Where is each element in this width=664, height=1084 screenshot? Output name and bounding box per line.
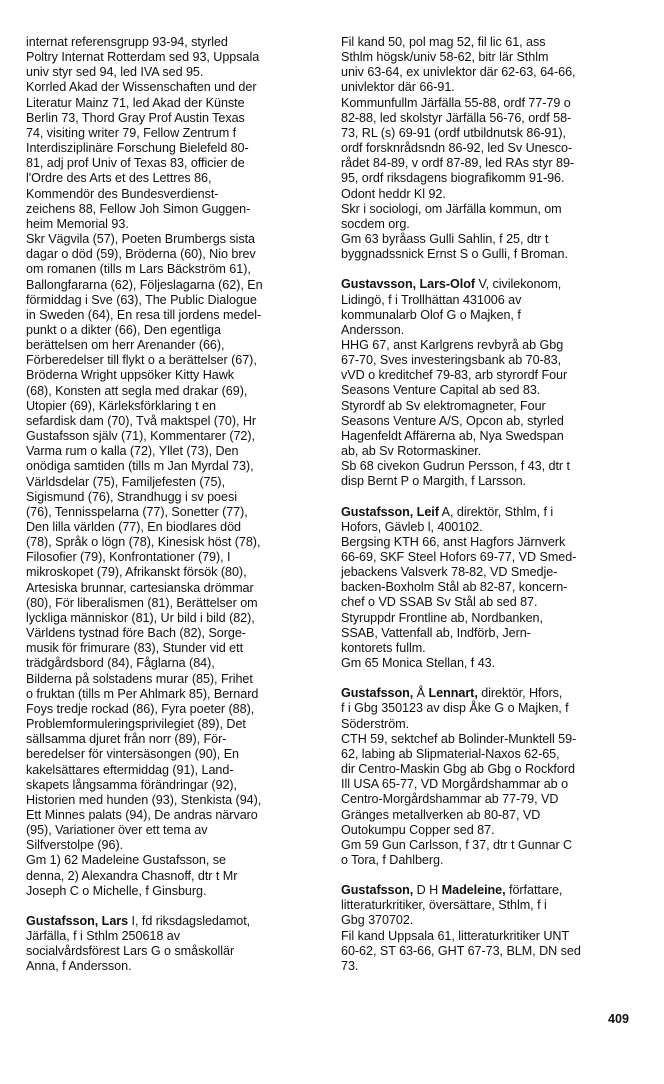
text-line: backen-Boxholm Stål ab 82-87, koncern- [341,580,568,595]
text-line: förmiddag i Sve (63), The Public Dialogue [26,292,257,307]
entry-name: Gustafsson, Lars [26,913,129,928]
text-line: vVD o kreditchef 79-83, arb styrordf Four [341,368,568,383]
text-line: berättelsen om herr Arenander (66), [26,338,225,353]
text-line: Berlin 73, Thord Gray Prof Austin Texas [26,110,245,125]
text-line: Sthlm högsk/univ 58-62, bitr lär Sthlm [341,50,549,65]
text-line: Hofors, Gävleb l, 400102. [341,519,483,534]
text-line: Den lilla världen (77), En biodlares död [26,520,242,534]
entry-given-name: Madeleine, [441,883,506,898]
text-line: rådet 84-89, v ordf 87-89, led RAs styr 89- [341,156,575,171]
text-line: HHG 67, anst Karlgrens revbyrå ab Gbg [341,337,564,352]
text-line: 73, RL (s) 69-91 (ordf utbildnutsk 86-91), [341,125,566,140]
text-line: Sigismund (76), Strandhugg i sv poesi [26,489,237,504]
text-line: Styrordf ab Sv elektromagneter, Four [341,398,546,413]
entry-heading [26,914,322,929]
text-line: o fruktan (tills m Per Ahlmark 85), Bernard [26,686,259,701]
text-line: Andersson. [341,322,405,337]
text-line: socialvårdsförest Lars G o småskollär [26,944,235,959]
text-line: kontorets fullm. [341,640,426,655]
text-line: disp Bernt P o Margith, f Larsson. [341,474,526,489]
text-line: chef o VD SSAB Sv Stål ab sed 87. [341,595,538,610]
text-line: Lidingö, f i Trollhättan 431006 av [341,292,522,307]
entry-heading-text: A, direktör, Sthlm, f i [438,504,554,519]
text-line: (95), Variationer över ett tema av [26,823,208,838]
text-line: heim Memorial 93. [26,216,129,231]
text-line: 62, labing ab Slipmaterial-Naxos 62-65, [341,746,560,761]
text-line: Hagenfeldt Affärerna ab, Nya Swedspan [341,428,564,443]
text-line: Världens tystnad före Bach (82), Sorge- [26,626,246,641]
text-line: 82-88, led skolstyr Järfälla 56-76, ordf 58- [341,110,572,125]
text-line: 67-70, Sves investeringsbank ab 70-83, [341,353,562,368]
text-line: trädgårdsbord (84), Fåglarna (84), [26,656,215,671]
entry-heading-text: direktör, Hfors, [477,686,563,701]
text-line: Bröderna Wright uppsöker Kitty Hawk [26,368,235,383]
text-line: Bergsing KTH 66, anst Hagfors Järnverk [341,534,566,549]
text-line: Poltry Internat Rotterdam sed 93, Uppsala [26,50,260,65]
left-column [26,35,322,975]
text-line: zeichens 88, Fellow Joh Simon Guggen- [26,201,251,216]
text-line: dir Centro-Maskin Gbg ab Gbg o Rockford [341,762,575,777]
text-line: internat referensgrupp 93-94, styrled [26,35,228,49]
text-line: Historien med hunden (93), Stenkista (94), [26,792,262,807]
text-line: Problemformuleringsprivilegiet (89), Det [26,717,246,732]
text-line: Outokumpu Copper sed 87. [341,822,495,837]
entry-heading [341,686,637,701]
text-line: jebackens Valsverk 78-82, VD Smedje- [341,565,558,580]
text-line: Gm 63 byråass Gulli Sahlin, f 25, dtr t [341,232,549,247]
text-line: punkt o a dikter (66), Den egentliga [26,322,221,337]
text-line: Järfälla, f i Sthlm 250618 av [26,929,180,944]
entry-initials: Å [413,686,429,701]
text-line: Skr i sociologi, om Järfälla kommun, om [341,201,562,216]
text-line: Joseph C o Michelle, f Ginsburg. [26,883,207,898]
text-line: om romanen (tills m Lars Bäckström 61), [26,262,251,277]
entry-heading-text: V, civilekonom, [475,277,562,292]
text-line: Kommunfullm Järfälla 55-88, ordf 77-79 o [341,95,571,110]
text-line: Bilderna på solstadens murar (85), Frihet [26,671,253,686]
text-line: Gm 65 Monica Stellan, f 43. [341,656,496,671]
text-line: ab, ab Sv Rotormaskiner. [341,444,482,459]
text-line: 66-69, SKF Steel Hofors 69-77, VD Smed- [341,550,577,564]
text-line: denna, 2) Alexandra Chasnoff, dtr t Mr [26,868,238,883]
text-line: Anna, f Andersson. [26,959,132,974]
text-line: lyckliga människor (81), Ur bild i bild (82), [26,610,255,625]
text-line: Fil kand Uppsala 61, litteraturkritiker UNT [341,928,570,943]
text-line: Interdisziplinäre Forschung Bielefeld 80- [26,141,249,156]
right-column [341,35,637,974]
text-line: 73. [341,958,359,973]
text-line: Kommendör des Bundesverdienst- [26,186,219,201]
text-line: Förberedelser till flykt o a berättelser (67), [26,353,257,368]
text-line: Världsdelar (75), Familjefesten (75), [26,474,226,489]
text-line: 60-62, ST 63-66, GHT 67-73, BLM, DN sed [341,943,581,958]
text-line: Odont heddr Kl 92. [341,186,446,201]
entry-gap [341,490,637,505]
text-line: l'Ordre des Arts et des Lettres 86, [26,171,212,186]
entry-initials: D H [413,883,442,898]
text-line: ordf forsknrådsndn 86-92, led Sv Unesco- [341,141,573,156]
text-line: Ballongfararna (62), Följeslagarna (62), En [26,277,263,292]
text-line: Söderström. [341,716,410,731]
text-line: Artesiska brunnar, cartesianska drömmar [26,580,254,595]
text-line: mikroskopet (79), Afrikanskt försök (80), [26,565,247,580]
text-line: in Sweden (64), En resa till jordens medel- [26,307,262,322]
text-line: 74, visiting writer 79, Fellow Zentrum f [26,125,237,140]
entry-heading [341,277,637,292]
text-line: skapets långsamma förändringar (92), [26,777,237,792]
text-line: onödiga samtiden (tills m Jan Myrdal 73), [26,459,254,474]
text-line: kommunalarb Olof G o Majken, f [341,307,521,322]
text-line: litteraturkritiker, översättare, Sthlm, f i [341,898,547,913]
text-line: Filosofier (79), Konfrontationer (79), I [26,550,231,565]
text-line: Gbg 370702. [341,913,414,928]
text-line: socdem org. [341,216,410,231]
text-line: (78), Språk o lögn (78), Kinesisk höst (78), [26,535,261,550]
text-line: (80), För liberalismen (81), Berättelser om [26,595,258,610]
text-line: Gränges metallverken ab 80-87, VD [341,807,541,822]
entry-gap [341,868,637,883]
text-line: 95, ordf riksdagens biografikomm 91-96. [341,171,565,186]
entry-surname: Gustafsson, [341,883,414,898]
text-line: Gustafsson själv (71), Kommentarer (72), [26,429,255,444]
text-line: univ 63-64, ex univlektor där 62-63, 64-66, [341,65,576,80]
text-line: Ill USA 65-77, VD Morgårdshammar ab o [341,777,569,792]
text-line: Literatur Mainz 71, led Akad der Künste [26,95,245,110]
entry-name: Gustavsson, Lars-Olof [341,277,476,292]
text-line: beredelser för vintersäsongen (90), En [26,747,240,762]
entry-gap [341,262,637,277]
text-line: Seasons Venture A/S, Opcon ab, styrled [341,413,564,428]
text-line: kakelsättares eftermiddag (91), Land- [26,762,234,777]
text-line: Utopier (69), Kärleksförklaring t en [26,398,216,413]
text-line: Styruppdr Frontline ab, Nordbanken, [341,610,543,625]
text-line: Fil kand 50, pol mag 52, fil lic 61, ass [341,35,546,49]
entry-heading-text: I, fd riksdagsledamot, [128,913,251,928]
entry-given-name: Lennart, [428,686,478,701]
text-line: SSAB, Vattenfall ab, Indförb, Jern- [341,625,531,640]
text-line: (76), Tennisspelarna (77), Sonetter (77), [26,504,248,519]
entry-name: Gustafsson, Leif [341,504,439,519]
text-line: o Tora, f Dahlberg. [341,852,444,867]
text-line: univlektor där 66-91. [341,80,455,95]
text-line: byggnadssnick Ernst S o Gulli, f Broman. [341,247,568,262]
text-line: Centro-Morgårdshammar ab 77-79, VD [341,792,559,807]
text-line: Seasons Venture Capital ab sed 83. [341,383,541,398]
text-line: 81, adj prof Univ of Texas 83, officier de [26,156,245,171]
text-line: (68), Konsten att segla med drakar (69), [26,383,248,398]
text-line: Korrled Akad der Wissenschaften und der [26,80,257,95]
text-line: Gm 1) 62 Madeleine Gustafsson, se [26,853,226,868]
entry-gap [26,899,322,914]
text-line: Ett Minnes palats (94), De andras närvaro [26,807,258,822]
text-line: univ styr sed 94, led IVA sed 95. [26,65,204,80]
text-line: Sb 68 civekon Gudrun Persson, f 43, dtr t [341,459,570,474]
entry-gap [341,671,637,686]
text-line: sällsamma djuret från norr (89), För- [26,732,227,747]
entry-surname: Gustafsson, [341,686,414,701]
entry-heading [341,505,637,520]
text-line: f i Gbg 350123 av disp Åke G o Majken, f [341,701,569,716]
text-line: musik för frimurare (83), Stunder vid ett [26,641,244,656]
text-line: Gm 59 Gun Carlsson, f 37, dtr t Gunnar C [341,837,573,852]
entry-heading [341,883,637,898]
text-line: Varma rum o kalla (72), Yllet (73), Den [26,444,239,459]
text-line: sefardisk dam (70), Två maktspel (70), Hr [26,413,257,428]
text-line: Skr Vägvila (57), Poeten Brumbergs sista [26,232,255,247]
text-line: CTH 59, sektchef ab Bolinder-Munktell 59- [341,731,577,746]
entry-heading-text: författare, [505,883,563,898]
text-line: Foys tredje rockad (86), Fyra poeter (88), [26,701,255,716]
page-number: 409 [608,1012,630,1026]
text-line: dagar o död (59), Bröderna (60), Nio brev [26,247,256,262]
text-line: Silfverstolpe (96). [26,838,124,853]
